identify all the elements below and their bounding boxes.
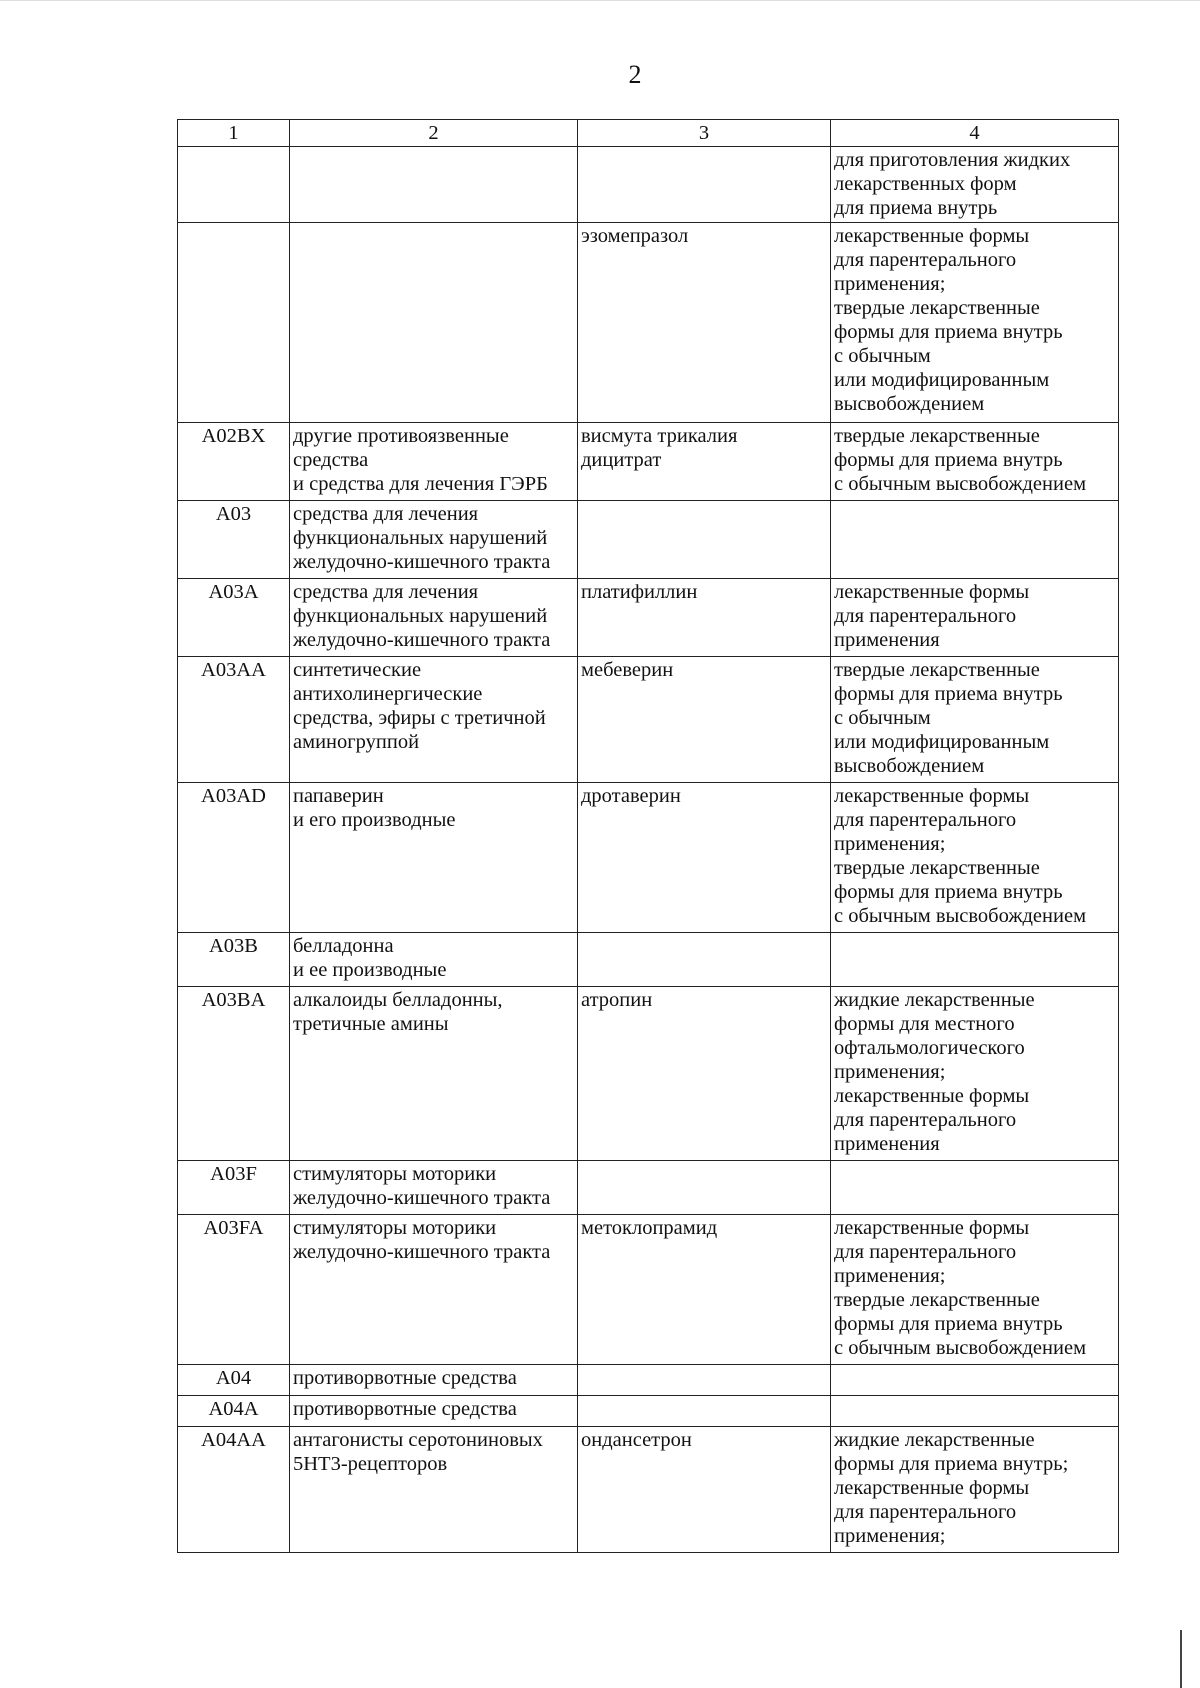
- group-name-line: противорвотные средства: [293, 1398, 517, 1420]
- dosage-form-line: лекарственные формы: [834, 1477, 1030, 1499]
- table-row: [178, 987, 1119, 1161]
- group-name-line: другие противоязвенные: [293, 425, 509, 447]
- table-row: [178, 657, 1119, 783]
- dosage-form-line: лекарственные формы: [834, 1217, 1030, 1239]
- atc-code-cell: A03BA: [178, 987, 290, 1161]
- table-row: [178, 1365, 1119, 1396]
- dosage-form-line: твердые лекарственные: [834, 297, 1040, 319]
- dosage-form-line: жидкие лекарственные: [834, 989, 1035, 1011]
- group-name-line: желудочно-кишечного тракта: [293, 1241, 551, 1263]
- dosage-form-line: формы для приема внутрь: [834, 449, 1063, 471]
- header-col-2: 2: [290, 120, 578, 147]
- group-name-line: функциональных нарушений: [293, 605, 548, 627]
- group-cell: [290, 1215, 578, 1365]
- drug-name-line: ондансетрон: [581, 1429, 692, 1451]
- drug-cell: [578, 579, 831, 657]
- group-name-line: противорвотные средства: [293, 1367, 517, 1389]
- table-row: [178, 147, 1119, 223]
- dosage-form-line: применения;: [834, 833, 946, 855]
- forms-cell: [831, 579, 1119, 657]
- drug-cell: [578, 1396, 831, 1427]
- group-cell: [290, 783, 578, 933]
- drug-name-line: атропин: [581, 989, 653, 1011]
- dosage-form-line: формы для приема внутрь: [834, 881, 1063, 903]
- drug-cell: [578, 1161, 831, 1215]
- dosage-form-line: с обычным высвобождением: [834, 473, 1087, 495]
- drug-cell: [578, 657, 831, 783]
- dosage-form-line: с обычным: [834, 345, 931, 367]
- forms-cell: [831, 1215, 1119, 1365]
- atc-code-cell: A03FA: [178, 1215, 290, 1365]
- dosage-form-line: формы для приема внутрь: [834, 1313, 1063, 1335]
- drug-cell: [578, 1365, 831, 1396]
- group-name-line: желудочно-кишечного тракта: [293, 551, 551, 573]
- forms-cell: [831, 1427, 1119, 1553]
- table-row: [178, 579, 1119, 657]
- atc-code-cell: A03AD: [178, 783, 290, 933]
- dosage-form-line: применения;: [834, 1265, 946, 1287]
- group-name-line: алкалоиды белладонны,: [293, 989, 503, 1011]
- drug-cell: [578, 423, 831, 501]
- drug-cell: [578, 1215, 831, 1365]
- table-row: [178, 1161, 1119, 1215]
- table-header: [178, 120, 1119, 147]
- group-cell: [290, 147, 578, 223]
- dosage-form-line: для приема внутрь: [834, 197, 998, 219]
- atc-code-cell: A04A: [178, 1396, 290, 1427]
- forms-cell: [831, 223, 1119, 423]
- atc-code-cell: A04AA: [178, 1427, 290, 1553]
- atc-code-cell: [178, 147, 290, 223]
- header-col-3: 3: [578, 120, 831, 147]
- table-row: [178, 933, 1119, 987]
- dosage-form-line: применения;: [834, 1061, 946, 1083]
- dosage-form-line: лекарственных форм: [834, 173, 1017, 195]
- dosage-form-line: или модифицированным: [834, 369, 1050, 391]
- dosage-form-line: применения: [834, 1133, 940, 1155]
- atc-code-cell: A03A: [178, 579, 290, 657]
- forms-cell: [831, 423, 1119, 501]
- group-cell: [290, 933, 578, 987]
- dosage-form-line: или модифицированным: [834, 731, 1050, 753]
- forms-cell: [831, 657, 1119, 783]
- dosage-form-line: для приготовления жидких: [834, 149, 1071, 171]
- drug-cell: [578, 501, 831, 579]
- dosage-form-line: для парентерального: [834, 1501, 1017, 1523]
- forms-cell: [831, 783, 1119, 933]
- atc-code-cell: A02BX: [178, 423, 290, 501]
- dosage-form-line: лекарственные формы: [834, 1085, 1030, 1107]
- group-name-line: и ее производные: [293, 959, 447, 981]
- dosage-form-line: для парентерального: [834, 809, 1017, 831]
- drug-cell: [578, 1427, 831, 1553]
- dosage-form-line: для парентерального: [834, 1109, 1017, 1131]
- dosage-form-line: формы для приема внутрь: [834, 683, 1063, 705]
- group-cell: [290, 223, 578, 423]
- drug-name-line: платифиллин: [581, 581, 698, 603]
- drug-table: [177, 119, 1119, 1553]
- dosage-form-line: твердые лекарственные: [834, 857, 1040, 879]
- group-cell: [290, 1396, 578, 1427]
- group-name-line: синтетические: [293, 659, 422, 681]
- group-name-line: папаверин: [293, 785, 384, 807]
- group-name-line: стимуляторы моторики: [293, 1163, 497, 1185]
- table-row: [178, 501, 1119, 579]
- drug-name-line: дротаверин: [581, 785, 681, 807]
- table-row: [178, 223, 1119, 423]
- atc-code-cell: A03B: [178, 933, 290, 987]
- table-row: [178, 1427, 1119, 1553]
- dosage-form-line: твердые лекарственные: [834, 1289, 1040, 1311]
- group-name-line: и средства для лечения ГЭРБ: [293, 473, 548, 495]
- dosage-form-line: применения: [834, 629, 940, 651]
- group-name-line: средства для лечения: [293, 581, 479, 603]
- table-body: [178, 147, 1119, 1553]
- dosage-form-line: для парентерального: [834, 605, 1017, 627]
- forms-cell: [831, 987, 1119, 1161]
- dosage-form-line: с обычным высвобождением: [834, 905, 1087, 927]
- dosage-form-line: офтальмологического: [834, 1037, 1025, 1059]
- atc-code-cell: A03AA: [178, 657, 290, 783]
- drug-cell: [578, 147, 831, 223]
- dosage-form-line: лекарственные формы: [834, 225, 1030, 247]
- dosage-form-line: высвобождением: [834, 393, 985, 415]
- dosage-form-line: лекарственные формы: [834, 581, 1030, 603]
- dosage-form-line: формы для приема внутрь: [834, 321, 1063, 343]
- drug-cell: [578, 783, 831, 933]
- forms-cell: [831, 501, 1119, 579]
- group-name-line: средства для лечения: [293, 503, 479, 525]
- dosage-form-line: с обычным: [834, 707, 931, 729]
- atc-code-cell: A03: [178, 501, 290, 579]
- group-cell: [290, 657, 578, 783]
- group-name-line: средства, эфиры с третичной: [293, 707, 546, 729]
- dosage-form-line: жидкие лекарственные: [834, 1429, 1035, 1451]
- header-col-1: 1: [178, 120, 290, 147]
- drug-name-line: мебеверин: [581, 659, 674, 681]
- dosage-form-line: применения;: [834, 273, 946, 295]
- group-name-line: стимуляторы моторики: [293, 1217, 497, 1239]
- group-name-line: средства: [293, 449, 369, 471]
- scan-edge-mark: [1180, 1630, 1182, 1688]
- header-row: [178, 120, 1119, 147]
- group-cell: [290, 579, 578, 657]
- dosage-form-line: формы для местного: [834, 1013, 1015, 1035]
- dosage-form-line: для парентерального: [834, 1241, 1017, 1263]
- table-row: [178, 783, 1119, 933]
- page-number: 2: [628, 60, 642, 89]
- header-col-4: 4: [831, 120, 1119, 147]
- group-cell: [290, 987, 578, 1161]
- group-cell: [290, 1427, 578, 1553]
- table-row: [178, 1215, 1119, 1365]
- table-row: [178, 423, 1119, 501]
- drug-name-line: эзомепразол: [581, 225, 689, 247]
- scan-top-edge: [0, 0, 1200, 1]
- group-cell: [290, 423, 578, 501]
- atc-code-cell: [178, 223, 290, 423]
- group-cell: [290, 1161, 578, 1215]
- drug-name-line: дицитрат: [581, 449, 662, 471]
- forms-cell: [831, 1396, 1119, 1427]
- group-cell: [290, 1365, 578, 1396]
- group-cell: [290, 501, 578, 579]
- atc-code-cell: A04: [178, 1365, 290, 1396]
- group-name-line: третичные амины: [293, 1013, 449, 1035]
- group-name-line: функциональных нарушений: [293, 527, 548, 549]
- atc-code-cell: A03F: [178, 1161, 290, 1215]
- group-name-line: 5HT3-рецепторов: [293, 1453, 448, 1475]
- forms-cell: [831, 1365, 1119, 1396]
- group-name-line: аминогруппой: [293, 731, 420, 753]
- group-name-line: желудочно-кишечного тракта: [293, 629, 551, 651]
- dosage-form-line: применения;: [834, 1525, 946, 1547]
- dosage-form-line: формы для приема внутрь;: [834, 1453, 1069, 1475]
- group-name-line: антихолинергические: [293, 683, 483, 705]
- dosage-form-line: с обычным высвобождением: [834, 1337, 1087, 1359]
- drug-cell: [578, 933, 831, 987]
- forms-cell: [831, 933, 1119, 987]
- forms-cell: [831, 1161, 1119, 1215]
- table-row: [178, 1396, 1119, 1427]
- drug-name-line: висмута трикалия: [581, 425, 738, 447]
- dosage-form-line: твердые лекарственные: [834, 425, 1040, 447]
- drug-name-line: метоклопрамид: [581, 1217, 718, 1239]
- forms-cell: [831, 147, 1119, 223]
- drug-cell: [578, 223, 831, 423]
- group-name-line: и его производные: [293, 809, 456, 831]
- dosage-form-line: твердые лекарственные: [834, 659, 1040, 681]
- group-name-line: антагонисты серотониновых: [293, 1429, 543, 1451]
- dosage-form-line: лекарственные формы: [834, 785, 1030, 807]
- group-name-line: желудочно-кишечного тракта: [293, 1187, 551, 1209]
- drug-cell: [578, 987, 831, 1161]
- group-name-line: белладонна: [293, 935, 394, 957]
- dosage-form-line: высвобождением: [834, 755, 985, 777]
- dosage-form-line: для парентерального: [834, 249, 1017, 271]
